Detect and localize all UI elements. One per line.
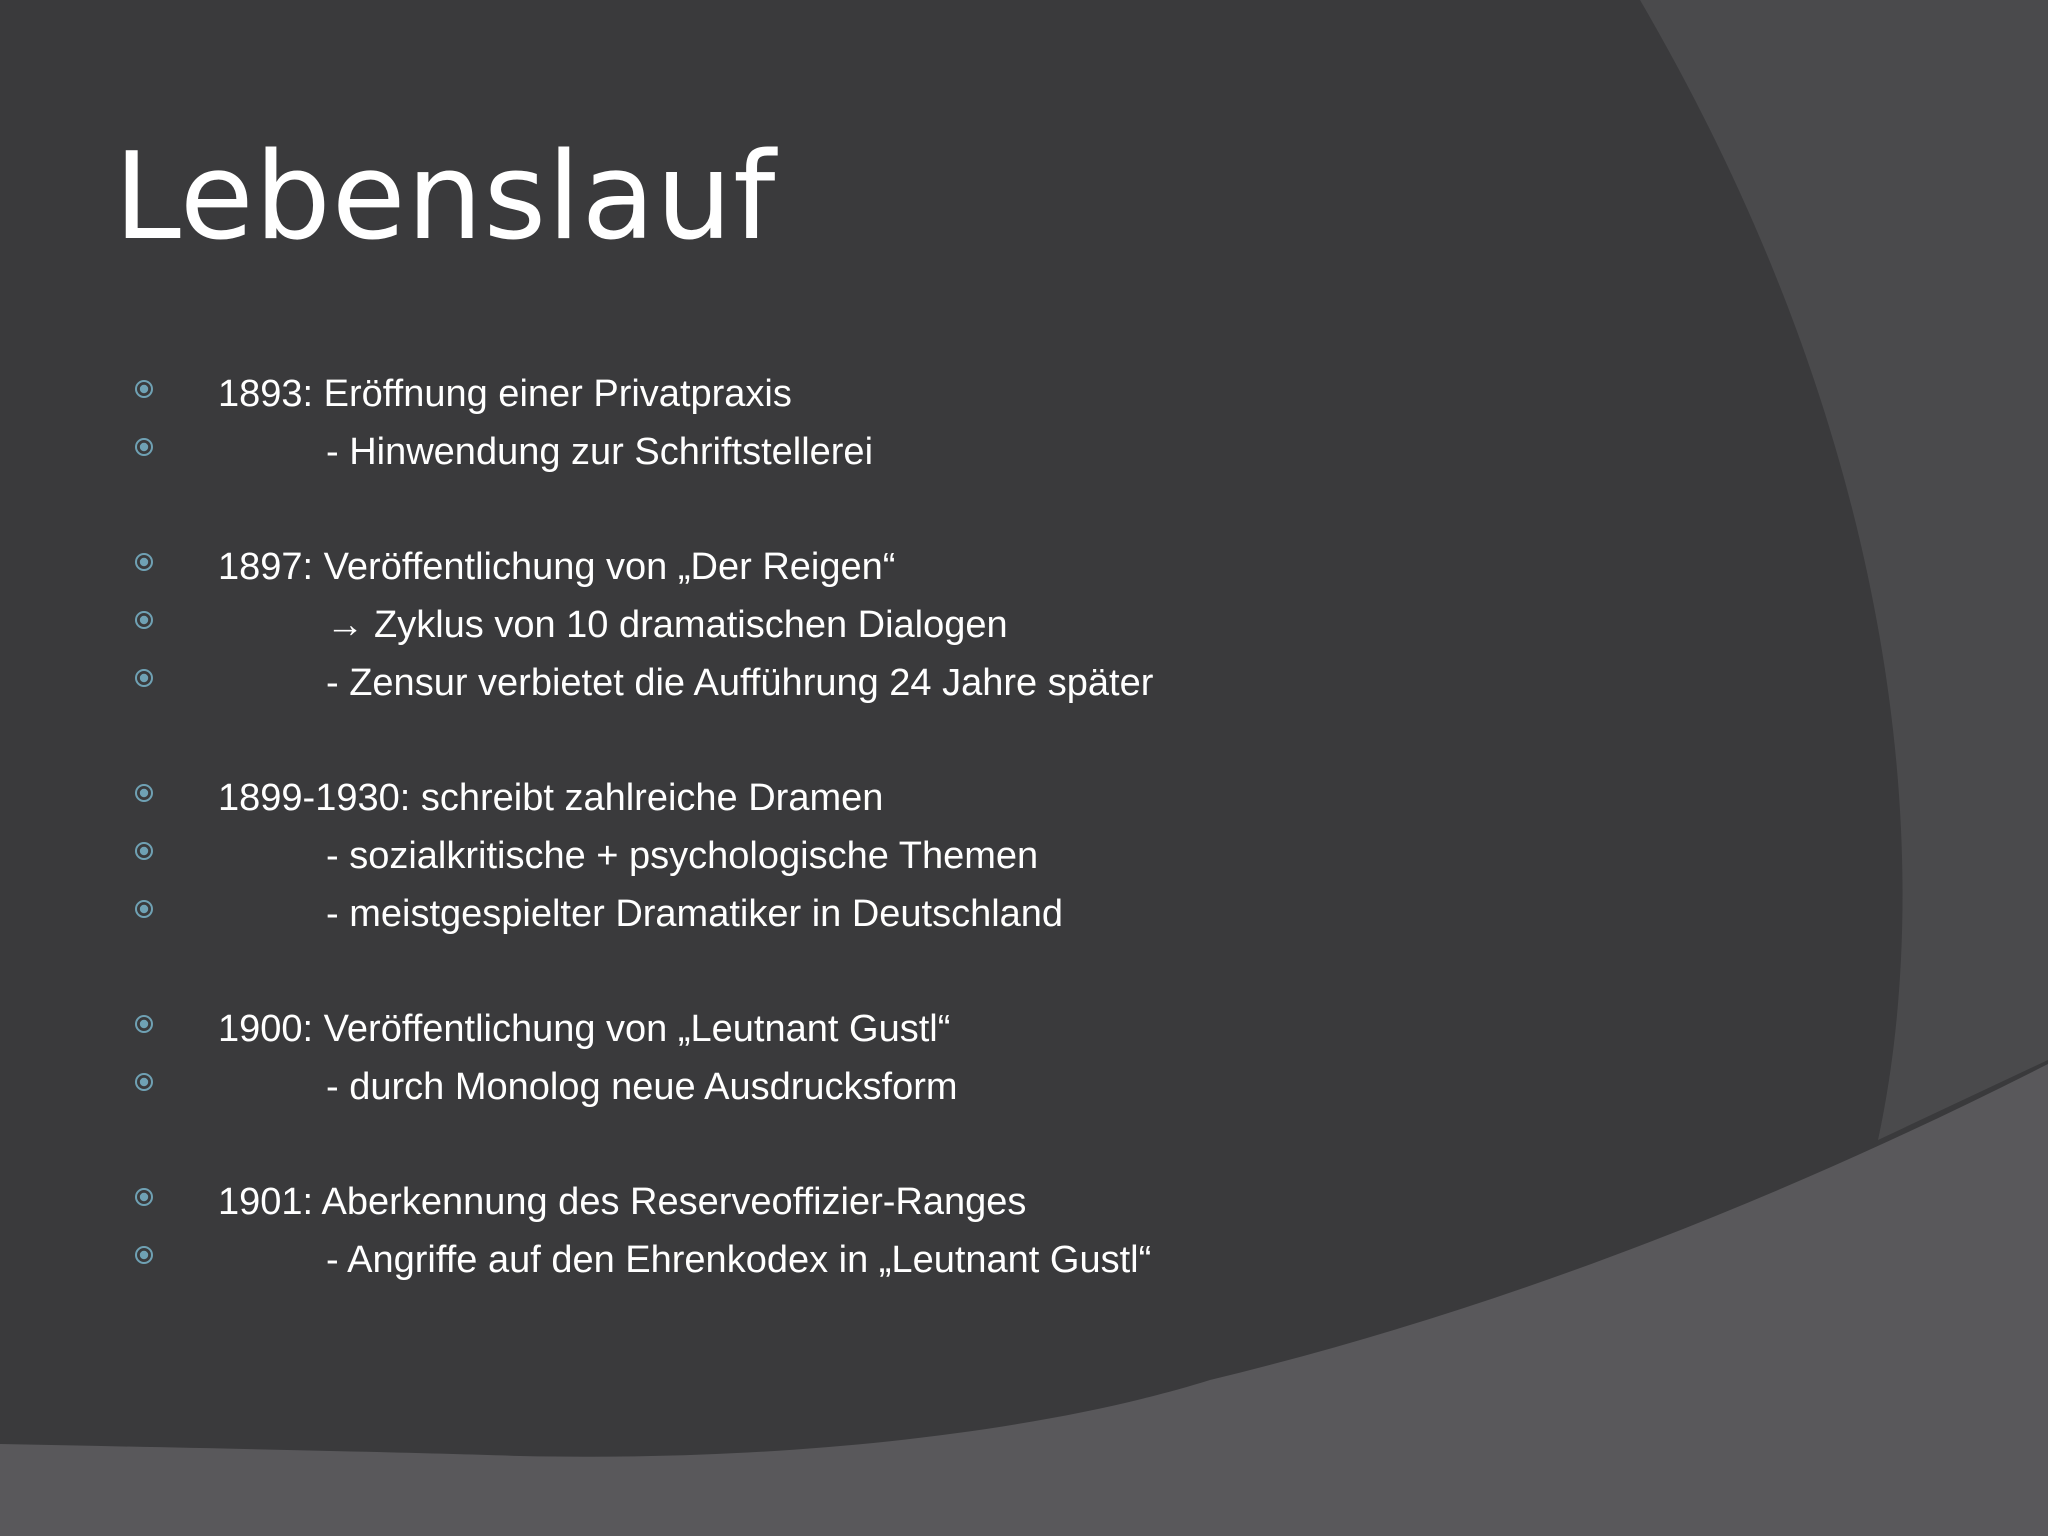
list-item-text: - Angriffe auf den Ehrenkodex in „Leutnant Gustl“ [326,1239,1152,1281]
list-item-text: - sozialkritische + psychologische Themen [326,835,1039,877]
list-item-text: 1893: Eröffnung einer Privatpraxis [218,373,792,415]
list-item [0,1173,1300,1231]
circled-dot-icon [134,841,154,861]
list-item [0,365,1300,423]
bottom-wave-shape [0,1064,2048,1536]
list-item-text-body: Zyklus von 10 dramatischen Dialogen [374,604,1008,646]
list-item [0,827,1300,885]
circled-dot-icon [134,1245,154,1265]
arrow-right-icon: → [326,604,364,646]
circled-dot-icon [134,1014,154,1034]
list-item-text [326,596,1008,654]
list-item [0,885,1300,943]
list-item [0,423,1300,481]
list-item-text: - meistgespielter Dramatiker in Deutschland [326,893,1064,935]
circled-dot-icon [134,379,154,399]
circled-dot-icon [134,1072,154,1092]
circled-dot-icon [134,437,154,457]
list-item-text: - durch Monolog neue Ausdrucksform [326,1066,958,1108]
list-item-text: - Hinwendung zur Schriftstellerei [326,431,874,473]
top-right-swoosh-shape [1640,0,2048,1140]
circled-dot-icon [134,668,154,688]
list-item-text: 1900: Veröffentlichung von „Leutnant Gustl“ [218,1008,951,1050]
list-item-text: 1897: Veröffentlichung von „Der Reigen“ [218,546,896,588]
list-item [0,1000,1300,1058]
list-item-text: - Zensur verbietet die Aufführung 24 Jahre später [326,662,1154,704]
circled-dot-icon [134,1187,154,1207]
list-item [0,1231,1300,1289]
circled-dot-icon [134,783,154,803]
list-item [0,596,1300,654]
list-item [0,538,1300,596]
circled-dot-icon [134,552,154,572]
circled-dot-icon [134,899,154,919]
circled-dot-icon [134,610,154,630]
list-item-text: 1899-1930: schreibt zahlreiche Dramen [218,777,884,819]
list-item-text: 1901: Aberkennung des Reserveoffizier-Ranges [218,1181,1027,1223]
list-item [0,769,1300,827]
list-item [0,1058,1300,1116]
slide-title: Lebenslauf [114,128,777,267]
list-item [0,654,1300,712]
